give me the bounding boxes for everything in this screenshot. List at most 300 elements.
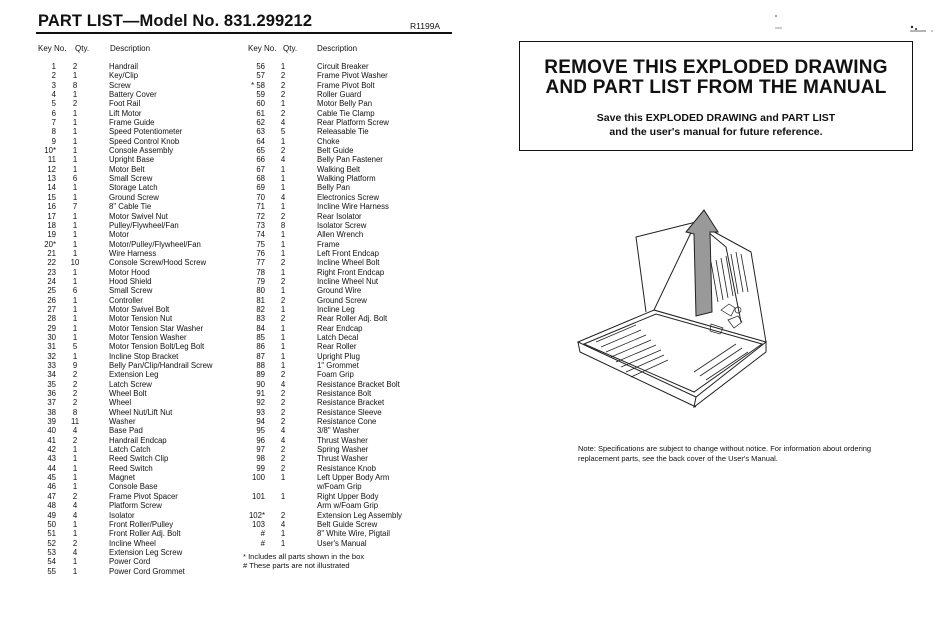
part-key-number: 86 (256, 342, 265, 352)
part-key-number: 100 (251, 473, 265, 483)
right-part-row (243, 370, 443, 379)
left-part-row (37, 155, 237, 164)
left-header-qty: Qty. (75, 44, 90, 53)
part-description: Rear Endcap (317, 323, 363, 333)
document-code: R1199A (410, 21, 441, 31)
part-description: Wheel Bolt (109, 389, 147, 399)
left-part-row (37, 361, 237, 370)
part-description: Frame Guide (109, 118, 155, 128)
part-key-number: 46 (47, 482, 56, 492)
part-description: Resistance Knob (317, 463, 376, 473)
part-description: Belly Pan Fastener (317, 155, 383, 165)
part-quantity: 2 (280, 463, 286, 473)
part-description: Rear Roller (317, 342, 357, 352)
part-description: Frame (317, 239, 340, 249)
part-key-number: 30 (47, 332, 56, 342)
part-description: Wire Harness (109, 248, 157, 258)
part-quantity: 1 (72, 164, 78, 174)
right-part-row (243, 62, 443, 71)
part-description: Resistance Cone (317, 417, 377, 427)
part-description: Wheel Nut/Lift Nut (109, 407, 173, 417)
left-part-row (37, 511, 237, 520)
part-description: Incline Wheel Bolt (317, 258, 380, 268)
part-quantity: 1 (280, 136, 286, 146)
right-part-row (243, 165, 443, 174)
left-part-row (37, 529, 237, 538)
part-quantity: 11 (70, 417, 80, 427)
part-key-number: 55 (47, 566, 56, 576)
part-key-number: 62 (256, 118, 265, 128)
part-quantity: 2 (280, 389, 286, 399)
part-quantity: 1 (72, 463, 78, 473)
part-key-number: 59 (256, 90, 265, 100)
left-part-row (37, 380, 237, 389)
part-description: Resistance Bracket (317, 398, 385, 408)
part-key-number: 84 (256, 323, 265, 333)
right-part-row (243, 454, 443, 463)
part-key-number: 1 (51, 62, 56, 71)
part-description: Right Front Endcap (317, 267, 385, 277)
left-part-row (37, 183, 237, 192)
part-quantity: 1 (72, 118, 78, 128)
part-key-number: 4 (51, 90, 56, 100)
right-part-row (243, 305, 443, 314)
part-quantity: 8 (72, 407, 78, 417)
right-part-row (243, 109, 443, 118)
part-key-number: 60 (256, 99, 265, 109)
left-part-row (37, 548, 237, 557)
part-description: Motor Swivel Bolt (109, 304, 170, 314)
part-description: Extension Leg Assembly (317, 510, 402, 520)
part-key-number: 14 (47, 183, 56, 193)
part-description: Resistance Sleeve (317, 407, 382, 417)
part-key-number: 79 (256, 276, 265, 286)
part-quantity: 2 (280, 211, 286, 221)
part-quantity: 1 (280, 202, 286, 212)
part-key-number: 50 (47, 519, 56, 529)
right-part-row (243, 342, 443, 351)
right-part-row (243, 193, 443, 202)
part-quantity: 8 (72, 80, 78, 90)
part-key-number: 10* (44, 146, 56, 156)
left-part-row (37, 174, 237, 183)
part-description: Latch Screw (109, 379, 152, 389)
part-quantity: 1 (280, 491, 286, 501)
part-key-number: 13 (47, 174, 56, 184)
left-part-row (37, 165, 237, 174)
part-quantity: 1 (72, 351, 78, 361)
left-part-row (37, 408, 237, 417)
left-part-row (37, 539, 237, 548)
right-header-key: Key No. (248, 44, 277, 53)
part-quantity: 1 (72, 248, 78, 258)
part-description: Upright Plug (317, 351, 360, 361)
banner-subtext-line1: Save this EXPLODED DRAWING and PART LIST (596, 112, 836, 124)
page-title: PART LIST—Model No. 831.299212 (38, 12, 313, 30)
right-part-row (243, 324, 443, 333)
part-key-number: 101 (251, 491, 265, 501)
right-part-row (243, 268, 443, 277)
right-part-row (243, 361, 443, 370)
part-quantity: 1 (72, 108, 78, 118)
part-description: Arm w/Foam Grip (317, 501, 379, 511)
part-key-number: 42 (47, 445, 56, 455)
right-part-row (243, 221, 443, 230)
part-quantity: 1 (280, 361, 286, 370)
part-key-number: # (260, 529, 265, 539)
part-quantity: 1 (72, 71, 78, 81)
part-key-number: 99 (256, 463, 265, 473)
right-part-row (243, 389, 443, 398)
part-description: Incline Stop Bracket (109, 351, 179, 361)
part-quantity: 4 (280, 118, 286, 128)
part-description: Reed Switch Clip (109, 454, 169, 464)
part-quantity: 2 (280, 370, 286, 380)
part-quantity: 2 (72, 491, 78, 501)
part-key-number: 15 (47, 192, 56, 202)
right-parts-list (243, 62, 443, 571)
part-description: Power Cord (109, 557, 151, 567)
part-description: Frame Pivot Bolt (317, 80, 375, 90)
part-quantity: 4 (72, 501, 78, 511)
part-description: Isolator Screw (317, 220, 367, 230)
part-key-number: 52 (47, 538, 56, 548)
part-key-number: 16 (47, 202, 56, 212)
part-description: Speed Potentiometer (109, 127, 183, 137)
part-key-number: 48 (47, 501, 56, 511)
part-key-number: 82 (256, 304, 265, 314)
part-quantity: 2 (72, 538, 78, 548)
part-key-number: 29 (47, 323, 56, 333)
part-key-number: 19 (47, 230, 56, 240)
left-part-row (37, 342, 237, 351)
left-part-row (37, 398, 237, 407)
part-key-number: 61 (256, 108, 265, 118)
part-key-number: 31 (47, 342, 56, 352)
part-description: Belly Pan/Clip/Handrail Screw (109, 361, 213, 370)
left-part-row (37, 482, 237, 491)
left-part-row (37, 352, 237, 361)
part-quantity: 2 (280, 80, 286, 90)
right-part-row (243, 511, 443, 520)
part-key-number: 47 (47, 491, 56, 501)
part-description: Left Upper Body Arm (317, 473, 390, 483)
part-key-number: 95 (256, 426, 265, 436)
right-part-row (243, 81, 443, 90)
part-description: Electronics Screw (317, 192, 379, 202)
left-part-row (37, 417, 237, 426)
left-part-row (37, 277, 237, 286)
part-description: Small Screw (109, 286, 153, 296)
part-key-number: 12 (47, 164, 56, 174)
part-quantity: 1 (72, 529, 78, 539)
part-description: Motor Swivel Nut (109, 211, 168, 221)
part-description: Motor (109, 230, 129, 240)
part-quantity: 1 (72, 155, 78, 165)
part-key-number: 17 (47, 211, 56, 221)
left-part-row (37, 109, 237, 118)
part-description: Washer (109, 417, 136, 427)
right-part-row (243, 380, 443, 389)
part-quantity: 1 (72, 557, 78, 567)
left-part-row (37, 501, 237, 510)
part-key-number: 11 (47, 155, 56, 165)
part-quantity: 2 (280, 407, 286, 417)
right-part-row (243, 230, 443, 239)
part-description: Console Assembly (109, 146, 174, 156)
right-part-row (243, 155, 443, 164)
part-key-number: 63 (256, 127, 265, 137)
part-description: Belt Guide (317, 146, 354, 156)
part-key-number: 87 (256, 351, 265, 361)
part-description: Frame Pivot Washer (317, 71, 388, 81)
part-key-number: 26 (47, 295, 56, 305)
part-description: Handrail Endcap (109, 435, 167, 445)
part-description: Circuit Breaker (317, 62, 369, 71)
left-part-row (37, 520, 237, 529)
part-description: Motor Tension Nut (109, 314, 173, 324)
left-part-row (37, 127, 237, 136)
part-quantity: 1 (280, 538, 286, 548)
part-key-number: 34 (47, 370, 56, 380)
part-description: Motor Tension Bolt/Leg Bolt (109, 342, 205, 352)
part-quantity: 1 (280, 286, 286, 296)
part-quantity: 1 (72, 239, 78, 249)
left-header-description: Description (110, 44, 151, 53)
right-part-row (243, 501, 443, 510)
part-description: Controller (109, 295, 143, 305)
part-key-number: 67 (256, 164, 265, 174)
part-key-number: 3 (51, 80, 56, 90)
part-description: Small Screw (109, 174, 153, 184)
right-part-row (243, 127, 443, 136)
part-quantity: 1 (72, 332, 78, 342)
part-description: Front Roller Adj. Bolt (109, 529, 181, 539)
part-description: Base Pad (109, 426, 143, 436)
right-part-row (243, 137, 443, 146)
part-description: 3/8" Washer (317, 426, 360, 436)
part-description: Power Cord Grommet (109, 566, 185, 576)
part-quantity: 1 (72, 295, 78, 305)
part-key-number: 23 (47, 267, 56, 277)
part-quantity: 1 (280, 99, 286, 109)
part-key-number: 68 (256, 174, 265, 184)
left-part-row (37, 324, 237, 333)
part-key-number: 6 (51, 108, 56, 118)
part-description: Front Roller/Pulley (109, 519, 174, 529)
part-description: Foot Rail (109, 99, 141, 109)
part-quantity: 1 (280, 332, 286, 342)
part-key-number: 22 (47, 258, 56, 268)
left-part-row (37, 557, 237, 566)
right-part-row (243, 539, 443, 548)
left-part-row (37, 305, 237, 314)
left-parts-list (37, 62, 237, 576)
part-key-number: 53 (47, 547, 56, 557)
part-key-number: 72 (256, 211, 265, 221)
part-quantity: 2 (280, 398, 286, 408)
part-key-number: 7 (51, 118, 56, 128)
part-description: Battery Cover (109, 90, 157, 100)
right-part-row (243, 492, 443, 501)
part-description: Magnet (109, 473, 136, 483)
specifications-note: Note: Specifications are subject to change without notice. For information about ordering replacement parts, see the back cover of the User's Manual. (578, 444, 872, 463)
part-quantity: 1 (72, 183, 78, 193)
part-description: Foam Grip (317, 370, 354, 380)
part-quantity: 1 (280, 473, 286, 483)
left-part-row (37, 567, 237, 576)
part-quantity: 2 (280, 108, 286, 118)
part-description: w/Foam Grip (317, 482, 362, 492)
part-quantity: 2 (280, 90, 286, 100)
part-description: 8" Cable Tie (109, 202, 152, 212)
left-part-row (37, 221, 237, 230)
right-part-row (243, 408, 443, 417)
part-quantity: 1 (72, 445, 78, 455)
part-description: Motor Tension Star Washer (109, 323, 204, 333)
part-quantity: 6 (72, 174, 78, 184)
part-description: Motor/Pulley/Flywheel/Fan (109, 239, 201, 249)
part-description: Motor Tension Washer (109, 332, 187, 342)
left-part-row (37, 464, 237, 473)
part-description: Rear Roller Adj. Bolt (317, 314, 388, 324)
part-quantity: 2 (280, 258, 286, 268)
left-part-row (37, 296, 237, 305)
part-quantity: 10 (70, 258, 80, 268)
part-key-number: 28 (47, 314, 56, 324)
part-key-number: 5 (51, 99, 56, 109)
part-description: 8" White Wire, Pigtail (317, 529, 390, 539)
part-key-number: * 58 (251, 80, 265, 90)
part-description: Handrail (109, 62, 139, 71)
left-part-row (37, 90, 237, 99)
part-quantity: 2 (280, 71, 286, 81)
part-quantity: 5 (72, 342, 78, 352)
part-quantity: 1 (72, 304, 78, 314)
right-part-row (243, 426, 443, 435)
part-quantity: 1 (280, 183, 286, 193)
part-description: Motor Hood (109, 267, 150, 277)
part-key-number: 96 (256, 435, 265, 445)
part-quantity: 2 (72, 379, 78, 389)
part-description: User's Manual (317, 538, 367, 548)
part-key-number: 80 (256, 286, 265, 296)
right-part-row (243, 464, 443, 473)
part-description: Storage Latch (109, 183, 158, 193)
part-key-number: 39 (47, 417, 56, 427)
part-quantity: 4 (280, 519, 286, 529)
part-description: Pulley/Flywheel/Fan (109, 220, 179, 230)
part-key-number: 77 (256, 258, 265, 268)
part-quantity: 1 (280, 529, 286, 539)
part-description: Incline Leg (317, 304, 355, 314)
part-description: Frame Pivot Spacer (109, 491, 178, 501)
part-quantity: 2 (72, 370, 78, 380)
right-part-row (243, 352, 443, 361)
part-key-number: 40 (47, 426, 56, 436)
left-part-row (37, 212, 237, 221)
right-part-row (243, 445, 443, 454)
part-quantity: 1 (280, 230, 286, 240)
left-part-row (37, 314, 237, 323)
part-key-number: 20* (44, 239, 56, 249)
left-part-row (37, 118, 237, 127)
part-quantity: 2 (280, 454, 286, 464)
part-description: Incline Wheel (109, 538, 156, 548)
part-quantity: 2 (72, 62, 78, 71)
part-description: Thrust Washer (317, 454, 368, 464)
part-key-number: 25 (47, 286, 56, 296)
title-rule (36, 32, 452, 34)
right-part-row (243, 146, 443, 155)
right-part-row (243, 529, 443, 538)
part-quantity: 2 (280, 417, 286, 427)
right-part-row (243, 417, 443, 426)
part-quantity: 1 (280, 267, 286, 277)
part-description: Resistance Bracket Bolt (317, 379, 400, 389)
right-part-row (243, 520, 443, 529)
left-part-row (37, 249, 237, 258)
part-quantity: 1 (72, 192, 78, 202)
part-key-number: 56 (256, 62, 265, 71)
part-key-number: 91 (256, 389, 265, 399)
part-description: Incline Wire Harness (317, 202, 389, 212)
left-part-row (37, 389, 237, 398)
part-description: Walking Platform (317, 174, 376, 184)
right-part-row (243, 202, 443, 211)
right-part-row (243, 473, 443, 482)
part-quantity: 1 (72, 276, 78, 286)
part-key-number: 102* (248, 510, 265, 520)
right-part-row (243, 183, 443, 192)
part-quantity: 1 (280, 342, 286, 352)
part-description: Extension Leg Screw (109, 547, 183, 557)
part-description: Latch Decal (317, 332, 359, 342)
right-part-row (243, 249, 443, 258)
part-description: Cable Tie Clamp (317, 108, 375, 118)
left-part-row (37, 230, 237, 239)
part-quantity: 1 (72, 220, 78, 230)
part-description: Belly Pan (317, 183, 350, 193)
part-description: Right Upper Body (317, 491, 379, 501)
left-part-row (37, 286, 237, 295)
part-key-number: 97 (256, 445, 265, 455)
part-quantity: 2 (280, 314, 286, 324)
left-header-key: Key No. (38, 44, 67, 53)
part-description: Rear Platform Screw (317, 118, 389, 128)
part-quantity: 1 (72, 482, 78, 492)
part-description: Extension Leg (109, 370, 159, 380)
left-part-row (37, 62, 237, 71)
part-description: Screw (109, 80, 131, 90)
part-key-number: 37 (47, 398, 56, 408)
right-part-row (243, 314, 443, 323)
part-description: Speed Control Knob (109, 136, 180, 146)
part-description: Lift Motor (109, 108, 142, 118)
part-key-number: 76 (256, 248, 265, 258)
left-part-row (37, 492, 237, 501)
part-quantity: 7 (72, 202, 78, 212)
part-quantity: 2 (280, 295, 286, 305)
banner-subtext-line2: and the user's manual for future reference. (609, 126, 823, 138)
right-part-row (243, 99, 443, 108)
left-part-row (37, 436, 237, 445)
scan-specks (770, 10, 940, 40)
part-quantity: 1 (72, 519, 78, 529)
part-description: Spring Washer (317, 445, 369, 455)
right-part-row (243, 286, 443, 295)
part-quantity: 1 (72, 267, 78, 277)
